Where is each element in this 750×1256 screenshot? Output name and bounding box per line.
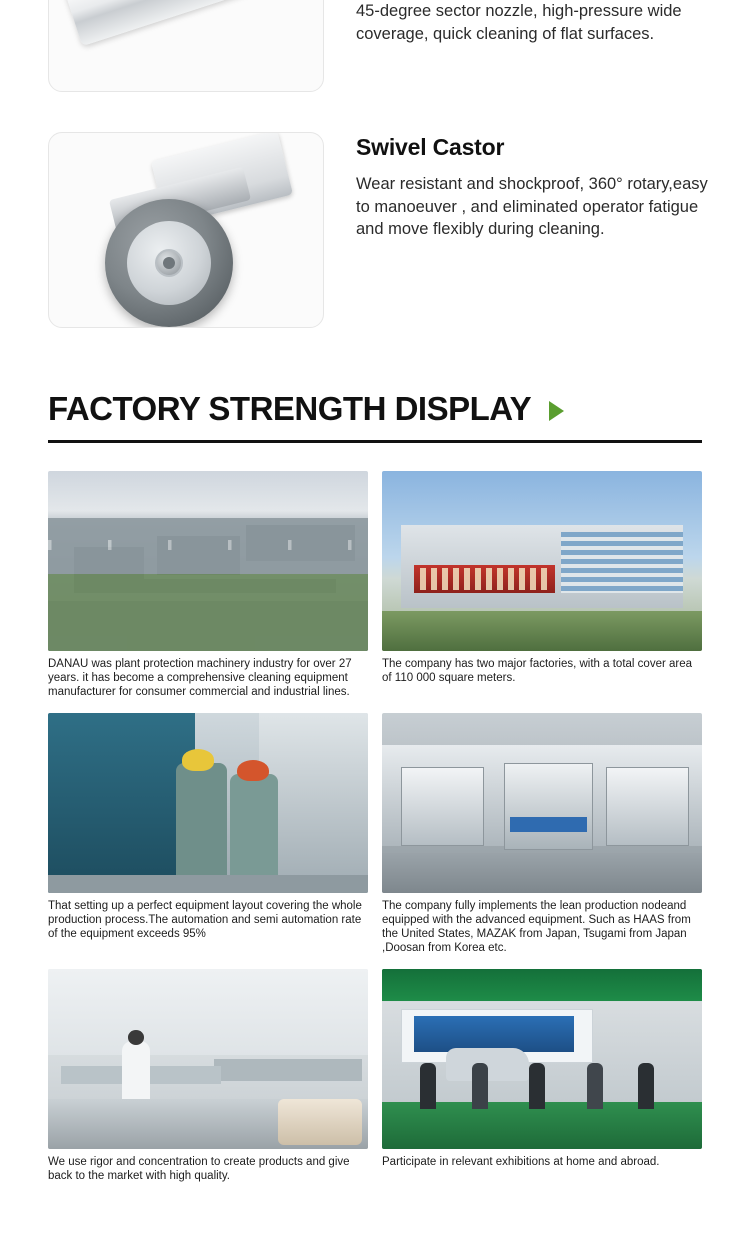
castor-description: Wear resistant and shockproof, 360° rotary,easy to manoeuver , and eliminated operator fatigue and move flexibly during cleaning. xyxy=(356,175,708,238)
factory-cell-caption: We use rigor and concentration to create products and give back to the market with high quality. xyxy=(48,1156,350,1182)
quality-inspection-lab-image xyxy=(48,969,368,1149)
castor-bolt-shape xyxy=(163,257,175,269)
factory-cell-caption: DANAU was plant protection machinery industry for over 27 years. it has become a comprehensive cleaning equipment manufacturer for consumer commercial and industrial lines. xyxy=(48,658,352,698)
feature-row-nozzle xyxy=(0,0,750,92)
factory-cell-cnc xyxy=(382,713,702,955)
factory-cell-caption: That setting up a perfect equipment layout covering the whole production process.The automation and semi automation rate of the equipment exceeds 95% xyxy=(48,900,362,940)
spray-lance-shape xyxy=(64,0,320,46)
company-office-building-image xyxy=(382,471,702,651)
factory-strength-section xyxy=(0,390,750,443)
aerial-factory-view-image xyxy=(48,471,368,651)
nozzle-text-block xyxy=(324,0,710,45)
cnc-machining-line-image xyxy=(382,713,702,893)
page-title: FACTORY STRENGTH DISPLAY xyxy=(48,390,532,427)
factory-cell-lab xyxy=(48,969,368,1183)
factory-cell-caption: The company has two major factories, with a total cover area of 110 000 square meters. xyxy=(382,658,693,684)
trade-exhibition-booth-image xyxy=(382,969,702,1149)
castor-photo xyxy=(48,132,324,328)
factory-cell-caption: The company fully implements the lean production nodeand equipped with the advanced equipment. Such as HAAS from the United States, MAZAK from Japan, Tsugami from Japan ,Doosan from Korea etc. xyxy=(382,900,691,954)
triangle-right-icon xyxy=(549,401,564,421)
nozzle-description: 45-degree sector nozzle, high-pressure wide coverage, quick cleaning of flat surfaces. xyxy=(356,2,682,43)
factory-cell-workers xyxy=(48,713,368,955)
factory-grid xyxy=(0,471,750,1183)
castor-title: Swivel Castor xyxy=(356,134,505,160)
factory-cell-office xyxy=(382,471,702,699)
factory-cell-aerial xyxy=(48,471,368,699)
factory-cell-expo xyxy=(382,969,702,1183)
factory-cell-caption: Participate in relevant exhibitions at home and abroad. xyxy=(382,1156,660,1168)
section-header xyxy=(48,390,702,428)
section-divider xyxy=(48,440,702,443)
castor-text-block xyxy=(324,132,710,241)
nozzle-photo xyxy=(48,0,324,92)
workers-operating-machines-image xyxy=(48,713,368,893)
feature-row-castor xyxy=(0,132,750,328)
